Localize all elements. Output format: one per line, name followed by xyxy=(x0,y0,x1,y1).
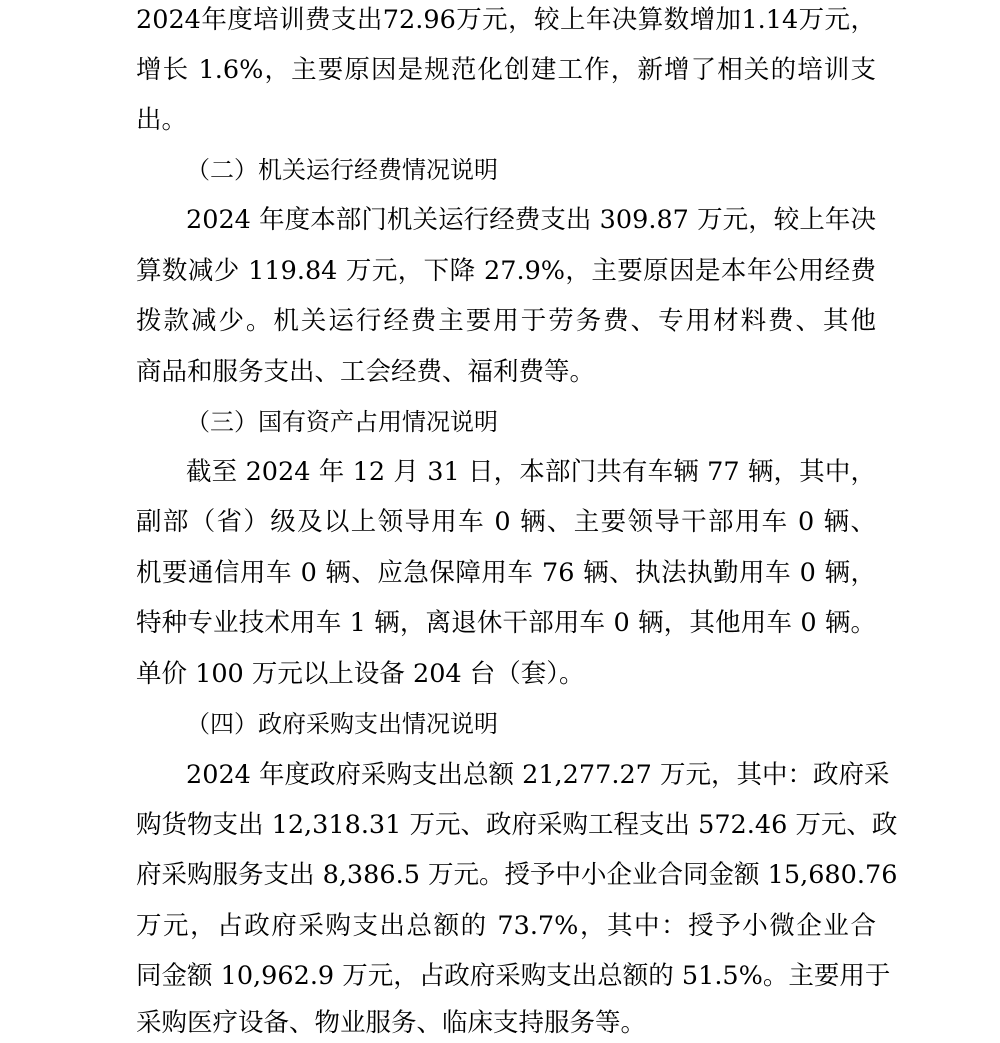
paragraph-line: 2024 年度政府采购支出总额 21,277.27 万元，其中：政府采 xyxy=(186,760,890,790)
section-heading-operating-costs: （二）机关运行经费情况说明 xyxy=(186,156,498,184)
paragraph-line: 算数减少 119.84 万元，下降 27.9%，主要原因是本年公用经费 xyxy=(136,256,876,286)
paragraph-line: 增长 1.6%，主要原因是规范化创建工作，新增了相关的培训支 xyxy=(136,55,876,85)
paragraph-line: 单价 100 万元以上设备 204 台（套）。 xyxy=(136,659,585,689)
paragraph-line: 拨款减少。机关运行经费主要用于劳务费、专用材料费、其他 xyxy=(136,306,876,336)
paragraph-line: 机要通信用车 0 辆、应急保障用车 76 辆、执法执勤用车 0 辆， xyxy=(136,558,876,588)
paragraph-line: 2024 年度本部门机关运行经费支出 309.87 万元，较上年决 xyxy=(186,205,876,235)
paragraph-line: 府采购服务支出 8,386.5 万元。授予中小企业合同金额 15,680.76 xyxy=(136,860,898,890)
section-heading-state-assets: （三）国有资产占用情况说明 xyxy=(186,408,498,436)
paragraph-line: 同金额 10,962.9 万元，占政府采购支出总额的 51.5%。主要用于 xyxy=(136,961,891,991)
paragraph-line: 采购医疗设备、物业服务、临床支持服务等。 xyxy=(136,1008,647,1038)
section-heading-procurement: （四）政府采购支出情况说明 xyxy=(186,710,498,738)
paragraph-line: 副部（省）级及以上领导用车 0 辆、主要领导干部用车 0 辆、 xyxy=(136,507,876,537)
paragraph-line: 出。 xyxy=(136,105,188,135)
paragraph-line: 截至 2024 年 12 月 31 日，本部门共有车辆 77 辆，其中， xyxy=(186,457,876,487)
paragraph-line: 2024年度培训费支出72.96万元，较上年决算数增加1.14万元， xyxy=(136,5,876,35)
paragraph-line: 购货物支出 12,318.31 万元、政府采购工程支出 572.46 万元、政 xyxy=(136,810,898,840)
paragraph-line: 特种专业技术用车 1 辆，离退休干部用车 0 辆，其他用车 0 辆。 xyxy=(136,608,876,638)
paragraph-line: 万元，占政府采购支出总额的 73.7%，其中：授予小微企业合 xyxy=(136,911,876,941)
paragraph-line: 商品和服务支出、工会经费、福利费等。 xyxy=(136,357,596,387)
